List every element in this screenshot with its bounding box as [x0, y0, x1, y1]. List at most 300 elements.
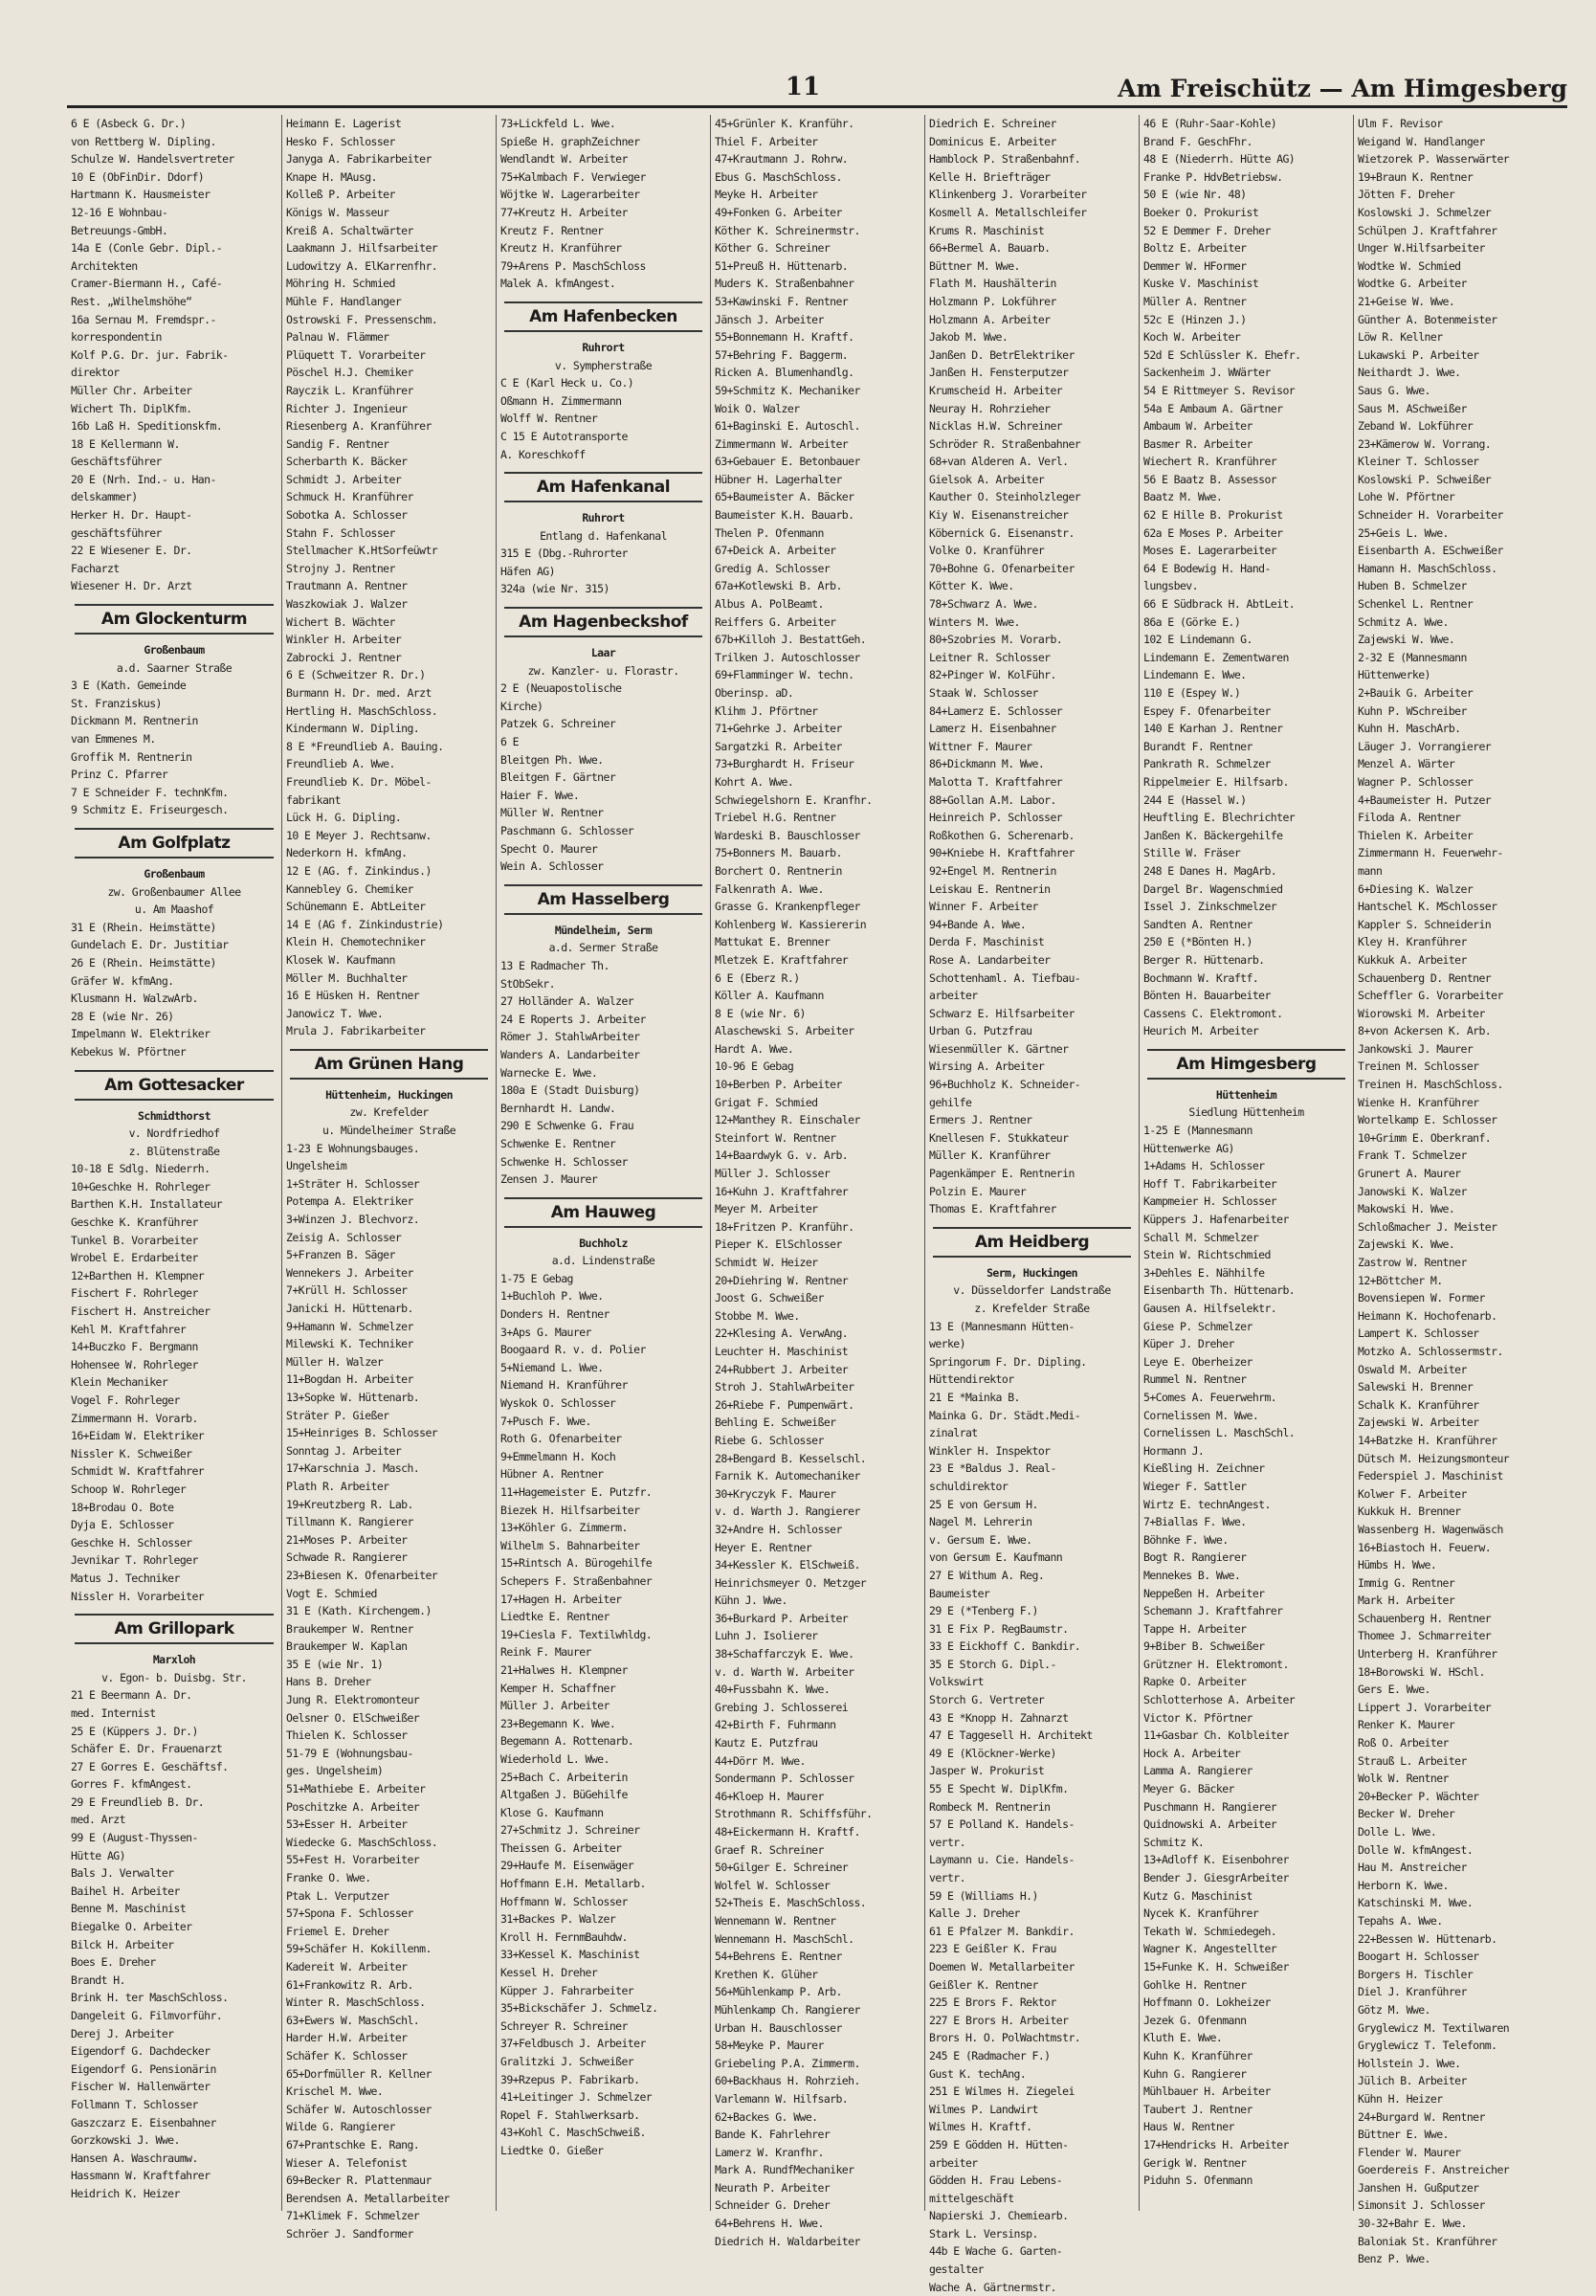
directory-entry: Diedrich E. Schreiner [929, 117, 1056, 130]
directory-entry: Wodtke W. Schmied [1358, 258, 1461, 273]
directory-entry: Frank T. Schmelzer [1358, 1148, 1467, 1163]
directory-entry: Kolwer F. Arbeiter [1358, 1486, 1467, 1501]
directory-entry: Klusmann H. WalzwArb. [71, 992, 198, 1006]
directory-entry: 10 E Meyer J. Rechtsanw. [286, 828, 432, 842]
directory-entry: Klinkenberg J. Vorarbeiter [929, 188, 1087, 202]
directory-entry: Freundlieb A. Wwe. [286, 757, 395, 771]
district-name: Ruhrort [582, 511, 625, 525]
directory-entry: A. Koreschkoff [500, 447, 586, 461]
directory-entry: 52c E (Hinzen J.) [1143, 312, 1247, 326]
directory-entry: Springorum F. Dr. Dipling. [929, 1354, 1087, 1369]
directory-entry: Giese P. Schmelzer [1143, 1319, 1252, 1333]
directory-entry: 13+Köhler G. Zimmerm. [500, 1521, 628, 1535]
directory-entry: 3+Aps G. Maurer [500, 1325, 591, 1339]
directory-entry: 78+Schwarz A. Wwe. [929, 597, 1038, 612]
directory-entry: Facharzt [71, 561, 120, 575]
directory-entry: Geschke K. Kranführer [71, 1215, 198, 1230]
directory-entry: Bender J. GiesgrArbeiter [1143, 1871, 1289, 1884]
directory-entry: Joost G. Schweißer [715, 1291, 824, 1305]
directory-entry: Cornelissen L. MaschSchl. [1143, 1426, 1296, 1440]
directory-entry: Milewski K. Techniker [286, 1337, 413, 1351]
directory-entry: Schemann J. Kraftfahrer [1143, 1604, 1283, 1618]
directory-entry: Wiechert R. Kranführer [1143, 455, 1277, 469]
directory-entry: Ambaum W. Arbeiter [1143, 419, 1252, 434]
directory-entry: Kalle J. Dreher [929, 1906, 1020, 1921]
directory-entry: Leye E. Oberheizer [1143, 1354, 1252, 1369]
directory-entry: Tunkel B. Vorarbeiter [71, 1233, 198, 1247]
page-header [38, 73, 1567, 105]
directory-entry: Baumeister [929, 1586, 990, 1600]
directory-entry: Doemen W. Metallarbeiter [929, 1959, 1075, 1973]
directory-entry: 2-32 E (Mannesmann [1358, 650, 1467, 664]
directory-entry: 46+Kloep H. Maurer [715, 1789, 824, 1803]
directory-entry: arbeiter [929, 989, 978, 1003]
directory-entry: 20+Diehring W. Rentner [715, 1273, 849, 1287]
directory-entry: Stroh J. StahlwArbeiter [715, 1380, 854, 1394]
directory-entry: 25 E von Gersum H. [929, 1497, 1038, 1511]
directory-entry: 96+Buchholz K. Schneider- [929, 1078, 1081, 1092]
directory-entry: Stobbe M. Wwe. [715, 1308, 800, 1323]
directory-entry: 13+Sopke W. Hüttenarb. [286, 1390, 420, 1404]
directory-entry: Schmitz K. [1143, 1835, 1205, 1849]
directory-entry: 24+Rubbert J. Arbeiter [715, 1362, 849, 1376]
directory-entry: 3 E (Kath. Gemeinde [71, 679, 187, 693]
directory-entry: Schauenberg H. Rentner [1358, 1611, 1492, 1625]
directory-entry: Dyja E. Schlosser [71, 1518, 174, 1532]
directory-entry: 73+Lickfeld L. Wwe. [500, 117, 616, 130]
directory-entry: 7+Krüll H. Schlosser [286, 1283, 408, 1298]
directory-entry: 18+Fritzen P. Kranführ. [715, 1219, 854, 1234]
directory-entry: Nissler K. Schweißer [71, 1446, 192, 1460]
directory-entry: Leiskau E. Rentnerin [929, 881, 1051, 896]
directory-entry: lungsbev. [1143, 579, 1198, 593]
directory-entry: Ermers J. Rentner [929, 1113, 1032, 1127]
directory-entry: Mühlbauer H. Arbeiter [1143, 2084, 1271, 2099]
directory-entry: Palnau W. Flämmer [286, 330, 389, 345]
directory-entry: 71+Klimek F. Schmelzer [286, 2209, 420, 2223]
directory-entry: 10-96 E Gebag [715, 1059, 794, 1074]
directory-entry: 48 E (Niederrh. Hütte AG) [1143, 152, 1296, 167]
directory-entry: Jülich B. Arbeiter [1358, 2074, 1467, 2088]
directory-entry: 50+Gilger E. Schreiner [715, 1861, 849, 1875]
directory-entry: Mark H. Arbeiter [1358, 1594, 1455, 1608]
directory-entry: 16a Sernau M. Fremdspr.- [71, 312, 216, 326]
directory-entry: Ricken A. Blumenhandlg. [715, 366, 854, 380]
directory-entry: Paschmann G. Schlosser [500, 824, 634, 837]
directory-entry: Derda F. Maschinist [929, 935, 1045, 949]
directory-entry: Gaszczarz E. Eisenbahner [71, 2115, 216, 2129]
directory-entry: 71+Gehrke J. Arbeiter [715, 722, 842, 736]
directory-entry: 99 E (August-Thyssen- [71, 1831, 198, 1845]
directory-entry: 4+Baumeister H. Putzer [1358, 792, 1492, 807]
directory-entry: Winkler H. Arbeiter [286, 633, 402, 647]
directory-entry: 27 E Withum A. Reg. [929, 1568, 1045, 1582]
directory-entry: 11+Gasbar Ch. Kolbleiter [1143, 1728, 1289, 1743]
district-name: Buchholz [579, 1236, 628, 1250]
directory-entry: Wardeski B. Bauschlosser [715, 828, 860, 842]
directory-entry: 66+Bermel A. Bauarb. [929, 241, 1051, 256]
directory-entry: Janßen K. Bäckergehilfe [1143, 828, 1283, 842]
directory-entry: Theissen G. Arbeiter [500, 1840, 622, 1855]
directory-entry: 53+Kawinski F. Rentner [715, 294, 849, 308]
directory-entry: 14+Batzke H. Kranführer [1358, 1433, 1497, 1447]
directory-entry: Ulm F. Revisor [1358, 117, 1443, 130]
directory-entry: 54+Behrens E. Rentner [715, 1950, 842, 1964]
directory-entry: Zeband W. Lokführer [1358, 419, 1474, 434]
directory-entry: Saus G. Wwe. [1358, 383, 1430, 397]
directory-entry: Boltz E. Arbeiter [1143, 241, 1247, 256]
directory-entry: Sondermann P. Schlosser [715, 1772, 854, 1786]
directory-entry: Diedrich H. Waldarbeiter [715, 2234, 860, 2248]
directory-entry: 227 E Brors H. Arbeiter [929, 2013, 1069, 2027]
directory-entry: Warnecke E. Wwe. [500, 1065, 598, 1080]
directory-entry: Lück H. G. Dipling. [286, 811, 402, 825]
street-location: v. Nordfriedhof [128, 1126, 220, 1141]
directory-entry: Jasper W. Prokurist [929, 1764, 1045, 1778]
directory-entry: 27 Holländer A. Walzer [500, 994, 634, 1009]
directory-entry: Schwenke E. Rentner [500, 1136, 616, 1150]
directory-entry: Lamerz W. Kranfhr. [715, 2145, 824, 2159]
directory-entry: korrespondentin [71, 330, 162, 345]
directory-entry: 2 E (Neuapostolische [500, 681, 622, 696]
directory-entry: Kühn H. Heizer [1358, 2091, 1443, 2106]
directory-entry: Wennemann H. MaschSchl. [715, 1931, 854, 1946]
directory-entry: Müller A. Rentner [1143, 294, 1247, 308]
directory-entry: Puschmann H. Rangierer [1143, 1799, 1277, 1814]
directory-entry: Berendsen A. Metallarbeiter [286, 2191, 450, 2205]
directory-entry: Saus M. ASchweißer [1358, 401, 1467, 415]
directory-entry: 59 E (Williams H.) [929, 1888, 1038, 1903]
directory-entry: Gers E. Wwe. [1358, 1683, 1430, 1697]
directory-entry: Weigand W. Handlanger [1358, 134, 1485, 148]
directory-entry: Heurich M. Arbeiter [1143, 1024, 1259, 1038]
directory-entry: Laymann u. Cie. Handels- [929, 1853, 1075, 1867]
directory-entry: Schepers F. Straßenbahner [500, 1573, 653, 1588]
street-location: z. Blütenstraße [128, 1144, 220, 1158]
directory-entry: 79+Arens P. MaschSchloss [500, 258, 646, 273]
directory-entry: 57+Behring F. Baggerm. [715, 347, 849, 362]
directory-entry: Eigendorf G. Pensionärin [71, 2062, 216, 2076]
directory-entry: Eisenbarth Th. Hüttenarb. [1143, 1283, 1296, 1298]
directory-entry: 82+Pinger W. KolFühr. [929, 668, 1056, 682]
directory-entry: 23+Biesen K. Ofenarbeiter [286, 1568, 438, 1582]
directory-entry: Küpper J. Fahrarbeiter [500, 1983, 634, 1997]
directory-entry: Kautz E. Putzfrau [715, 1736, 818, 1750]
directory-entry: Derej J. Arbeiter [71, 2026, 174, 2040]
directory-entry: Eigendorf G. Dachdecker [71, 2044, 211, 2059]
directory-entry: 10 E (ObFinDir. Ddorf) [71, 169, 205, 184]
directory-entry: Volke O. Kranführer [929, 544, 1045, 558]
directory-entry: Gorres F. kfmAngest. [71, 1777, 192, 1792]
directory-entry: 54a E Ambaum A. Gärtner [1143, 401, 1283, 415]
street-heading: Am Grünen Hang [290, 1049, 488, 1080]
directory-entry: Kuhn P. WSchreiber [1358, 703, 1467, 718]
directory-entry: Hoffmann W. Schlosser [500, 1894, 628, 1908]
directory-entry: Mletzek E. Kraftfahrer [715, 952, 849, 967]
directory-entry: Lamma A. Rangierer [1143, 1764, 1252, 1778]
directory-entry: 55+Fest H. Vorarbeiter [286, 1853, 420, 1867]
directory-entry: Waszkowiak J. Walzer [286, 597, 408, 612]
directory-entry: 30-32+Bahr E. Wwe. [1358, 2217, 1467, 2231]
directory-entry: Kutz G. Maschinist [1143, 1888, 1252, 1903]
directory-entry: Kley H. Kranführer [1358, 935, 1467, 949]
directory-entry: Kessel H. Dreher [500, 1966, 598, 1980]
directory-entry: Müller W. Rentner [500, 806, 604, 820]
directory-entry: Tekath W. Schmiedegeh. [1143, 1924, 1277, 1938]
directory-entry: Dolle L. Wwe. [1358, 1825, 1437, 1839]
directory-entry: Grigat F. Schmied [715, 1095, 818, 1109]
directory-entry: Janowski K. Walzer [1358, 1184, 1467, 1198]
directory-entry: Basmer R. Arbeiter [1143, 436, 1252, 451]
directory-entry: Brink H. ter MaschSchloss. [71, 1991, 229, 2005]
directory-entry: Strauß L. Arbeiter [1358, 1753, 1467, 1768]
directory-entry: Meyer M. Arbeiter [715, 1202, 818, 1216]
directory-entry: Böhnke F. Wwe. [1143, 1532, 1229, 1547]
directory-entry: Lohe W. Pförtner [1358, 490, 1455, 504]
directory-entry: Borchert O. Rentnerin [715, 863, 842, 878]
directory-entry: 29 E Freundlieb B. Dr. [71, 1794, 205, 1809]
directory-entry: Eisenbarth A. ESchweißer [1358, 544, 1503, 558]
directory-entry: 26+Riebe F. Pumpenwärt. [715, 1397, 854, 1412]
directory-entry: Makowski H. Wwe. [1358, 1202, 1455, 1216]
directory-entry: Thielen K. Arbeiter [1358, 828, 1474, 842]
directory-entry: von Gersum E. Kaufmann [929, 1550, 1063, 1565]
directory-entry: Klose G. Kaufmann [500, 1805, 604, 1819]
street-location: u. Mündelheimer Straße [321, 1124, 456, 1138]
directory-entry: Laakmann J. Hilfsarbeiter [286, 241, 438, 256]
directory-entry: Knellesen F. Stukkateur [929, 1130, 1069, 1145]
directory-entry: Ungelsheim [286, 1159, 347, 1173]
directory-entry: 8 E (wie Nr. 6) [715, 1006, 806, 1020]
directory-entry: Napierski J. Chemiearb. [929, 2209, 1069, 2223]
directory-entry: Holzmann A. Arbeiter [929, 312, 1051, 326]
directory-entry: Griebeling P.A. Zimmerm. [715, 2056, 860, 2070]
directory-entry: Hüttenwerke) [1358, 668, 1430, 682]
directory-entry: Triebel H.G. Rentner [715, 811, 836, 825]
directory-entry: Kroll H. FernmBauhdw. [500, 1929, 628, 1944]
directory-entry: Braukemper W. Kaplan [286, 1639, 408, 1654]
directory-entry: 6 E (Eberz R.) [715, 970, 800, 985]
directory-entry: Graef R. Schreiner [715, 1842, 824, 1857]
district-name: Hüttenheim [1215, 1087, 1277, 1102]
directory-entry: Boeker O. Prokurist [1143, 205, 1259, 219]
directory-entry: 6 E [500, 735, 519, 749]
directory-entry: 18 E Kellermann W. [71, 436, 180, 451]
directory-entry: Bals J. Verwalter [71, 1866, 174, 1881]
street-location: a.d. Sermer Straße [548, 941, 658, 955]
directory-entry: Treinen H. MaschSchloss. [1358, 1078, 1503, 1092]
directory-entry: 35 E Storch G. Dipl.- [929, 1657, 1056, 1671]
directory-entry: Oelsner O. ElSchweißer [286, 1710, 420, 1725]
directory-entry: 59+Schäfer H. Kokillenm. [286, 1942, 432, 1956]
directory-entry: Heinrichsmeyer O. Metzger [715, 1575, 867, 1590]
directory-entry: 15+Rintsch A. Bürogehilfe [500, 1556, 653, 1571]
directory-entry: Rayczik L. Kranführer [286, 383, 413, 397]
directory-entry: Götz M. Wwe. [1358, 2002, 1430, 2017]
directory-entry: Lamerz H. Eisenbahner [929, 722, 1056, 736]
directory-entry: Steinfort W. Rentner [715, 1130, 836, 1145]
directory-entry: Sandten A. Rentner [1143, 917, 1252, 931]
street-location: a.d. Lindenstraße [551, 1254, 655, 1268]
directory-entry: 5+Comes A. Feuerwehrm. [1143, 1390, 1277, 1404]
directory-entry: Poschitzke A. Arbeiter [286, 1799, 420, 1814]
directory-entry: 15+Funke K. H. Schweißer [1143, 1959, 1289, 1973]
directory-entry: Pagenkämper E. Rentnerin [929, 1167, 1075, 1181]
directory-entry: 67b+Killoh J. BestattGeh. [715, 633, 867, 647]
directory-entry: Flath M. Haushälterin [929, 277, 1056, 291]
directory-entry: Koslowski P. Schweißer [1358, 472, 1492, 486]
directory-entry: Schloßmacher J. Meister [1358, 1219, 1497, 1234]
street-heading: Am Hagenbeckshof [504, 607, 702, 637]
directory-entry: Burmann H. Dr. med. Arzt [286, 686, 432, 700]
directory-entry: 22+Bessen W. Hüttenarb. [1358, 1931, 1497, 1946]
directory-entry: Thomee J. Schmarreiter [1358, 1629, 1492, 1643]
directory-entry: Wilde G. Rangierer [286, 2120, 395, 2134]
directory-entry: Sobotka A. Schlosser [286, 508, 408, 523]
directory-entry: Hüttenwerke AG) [1143, 1141, 1234, 1155]
directory-entry: Neppeßen H. Arbeiter [1143, 1586, 1265, 1600]
street-heading: Am Gottesacker [75, 1070, 274, 1101]
directory-entry: 11+Bogdan H. Arbeiter [286, 1372, 413, 1387]
directory-entry: Stark L. Versinsp. [929, 2226, 1038, 2240]
directory-entry: Wiedecke G. MaschSchloss. [286, 1835, 438, 1849]
directory-entry: Hans B. Dreher [286, 1675, 371, 1689]
directory-entry: Wodtke G. Arbeiter [1358, 277, 1467, 291]
directory-entry: Wienke H. Kranführer [1358, 1095, 1479, 1109]
directory-entry: Küper J. Dreher [1143, 1337, 1234, 1351]
directory-entry: Häfen AG) [500, 564, 555, 578]
directory-entry: Dolle W. kfmAngest. [1358, 1842, 1474, 1857]
directory-entry: 70+Bohne G. Ofenarbeiter [929, 561, 1075, 575]
directory-entry: Wagner K. Angestellter [1143, 1942, 1277, 1956]
directory-entry: Wortelkamp E. Schlosser [1358, 1113, 1497, 1127]
directory-entry: Zajewski W. Wwe. [1358, 633, 1455, 647]
directory-entry: mittelgeschäft [929, 2191, 1014, 2205]
directory-entry: Schalk K. Kranführer [1358, 1397, 1479, 1412]
directory-entry: Franke P. HdvBetriebsw. [1143, 169, 1283, 184]
directory-entry: 67+Prantschke E. Rang. [286, 2137, 420, 2151]
directory-entry: Hamann H. MaschSchloss. [1358, 561, 1497, 575]
directory-entry: Meyer G. Bäcker [1143, 1782, 1234, 1796]
directory-entry: 11+Hagemeister E. Putzfr. [500, 1485, 653, 1499]
directory-entry: Kießling H. Zeichner [1143, 1461, 1265, 1476]
directory-entry: Löw R. Kellner [1358, 330, 1443, 345]
directory-entry: 64+Behrens H. Wwe. [715, 2217, 824, 2231]
directory-entry: Kirche) [500, 699, 543, 713]
directory-entry: Grebing J. Schlosserei [715, 1700, 849, 1714]
directory-entry: Wanders A. Landarbeiter [500, 1047, 640, 1061]
directory-entry: Biezek H. Hilfsarbeiter [500, 1503, 640, 1517]
directory-entry: 245 E (Radmacher F.) [929, 2048, 1051, 2062]
directory-entry: C 15 E Autotransporte [500, 429, 628, 443]
directory-entry: Oßmann H. Zimmermann [500, 393, 622, 408]
directory-entry: Zastrow W. Rentner [1358, 1256, 1467, 1269]
directory-entry: Jänsch J. Arbeiter [715, 312, 824, 326]
directory-entry: Hamblock P. Straßenbahnf. [929, 152, 1081, 167]
directory-entry: Unger W.Hilfsarbeiter [1358, 241, 1485, 256]
directory-entry: v. d. Warth J. Rangierer [715, 1505, 860, 1519]
directory-entry: 1-25 E (Mannesmann [1143, 1124, 1252, 1138]
street-location: v. Sympherstraße [554, 358, 653, 372]
directory-entry: Rombeck M. Rentnerin [929, 1799, 1051, 1814]
street-heading: Am Hauweg [504, 1197, 702, 1228]
directory-entry: 84+Lamerz E. Schlosser [929, 703, 1063, 718]
directory-entry: Schulze W. Handelsvertreter [71, 152, 234, 167]
directory-entry: 12-16 E Wohnbau- [71, 205, 168, 219]
directory-entry: Gödden H. Frau Lebens- [929, 2173, 1063, 2188]
directory-entry: 28+Bengard B. Kesselschl. [715, 1451, 867, 1465]
directory-entry: Meyke H. Arbeiter [715, 188, 818, 202]
directory-entry: 75+Bonners M. Bauarb. [715, 846, 842, 860]
directory-entry: Volkswirt [929, 1675, 984, 1689]
street-location: u. Am Maashof [134, 903, 214, 917]
street-heading: Am Grillopark [75, 1614, 274, 1644]
directory-entry: Winter R. MaschSchloss. [286, 1995, 426, 2010]
directory-entry: Polzin E. Maurer [929, 1184, 1027, 1198]
directory-column [1139, 115, 1353, 2211]
directory-entry: 67a+Kotlewski B. Arb. [715, 579, 842, 593]
directory-entry: Schauenberg D. Rentner [1358, 970, 1492, 985]
directory-entry: Wolff W. Rentner [500, 412, 598, 426]
directory-entry: 20+Becker P. Wächter [1358, 1789, 1479, 1803]
directory-entry: Wittner F. Maurer [929, 739, 1032, 753]
directory-column [710, 115, 924, 2248]
directory-entry: Gräfer W. kfmAng. [71, 973, 174, 988]
directory-entry: Mark A. RundfMechaniker [715, 2163, 854, 2177]
directory-entry: Bleitgen F. Gärtner [500, 770, 616, 785]
directory-entry: Filoda A. Rentner [1358, 811, 1461, 825]
directory-entry: Behling E. Schweißer [715, 1415, 836, 1430]
directory-entry: Niemand H. Kranführer [500, 1378, 628, 1393]
directory-entry: Baloniak St. Kranführer [1358, 2234, 1497, 2248]
directory-entry: Krethen K. Glüher [715, 1967, 818, 1981]
directory-entry: 25+Geis L. Wwe. [1358, 525, 1449, 540]
directory-entry: Nagel M. Lehrerin [929, 1515, 1032, 1529]
directory-entry: Plath R. Arbeiter [286, 1479, 389, 1493]
directory-entry: Cassens C. Elektromont. [1143, 1006, 1283, 1020]
directory-entry: Kohrt A. Wwe. [715, 774, 794, 789]
directory-entry: 12+Manthey R. Einschaler [715, 1113, 860, 1127]
directory-entry: Woik O. Walzer [715, 401, 800, 415]
directory-entry: Schmuck H. Kranführer [286, 490, 413, 504]
directory-entry: 42+Birth F. Fuhrmann [715, 1718, 836, 1732]
directory-entry: Hansen A. Waschraumw. [71, 2151, 198, 2165]
directory-entry: 244 E (Hassel W.) [1143, 792, 1247, 807]
directory-entry: 19+Kreutzberg R. Lab. [286, 1497, 413, 1511]
directory-entry: Zimmermann W. Arbeiter [715, 436, 849, 451]
directory-entry: Fischer W. Hallenwärter [71, 2080, 211, 2094]
directory-entry: 37+Feldbusch J. Arbeiter [500, 2037, 646, 2051]
directory-entry: arbeiter [929, 2155, 978, 2170]
directory-entry: Geschke H. Schlosser [71, 1535, 192, 1549]
directory-entry: 88+Gollan A.M. Labor. [929, 792, 1056, 807]
directory-entry: Wöjtke W. Lagerarbeiter [500, 188, 640, 202]
directory-entry: 51-79 E (Wohnungsbau- [286, 1746, 413, 1760]
directory-entry: 5+Franzen B. Säger [286, 1248, 395, 1262]
directory-entry: Gralitzki J. Schweißer [500, 2055, 634, 2068]
directory-entry: Wennemann W. Rentner [715, 1913, 836, 1928]
street-location: z. Krefelder Straße [974, 1302, 1090, 1315]
directory-entry: Demmer W. HFormer [1143, 258, 1247, 273]
district-name: Hüttenheim, Huckingen [325, 1087, 453, 1102]
directory-entry: Schwenke H. Schlosser [500, 1154, 628, 1169]
directory-entry: Neithardt J. Wwe. [1358, 366, 1461, 380]
directory-entry: Ostrowski F. Pressenschm. [286, 312, 438, 326]
directory-entry: Janowicz T. Wwe. [286, 1006, 384, 1020]
directory-entry: Rose A. Landarbeiter [929, 952, 1051, 967]
directory-entry: Biegalke O. Arbeiter [71, 1920, 192, 1934]
directory-entry: Köbernick G. Eisenanstr. [929, 525, 1075, 540]
